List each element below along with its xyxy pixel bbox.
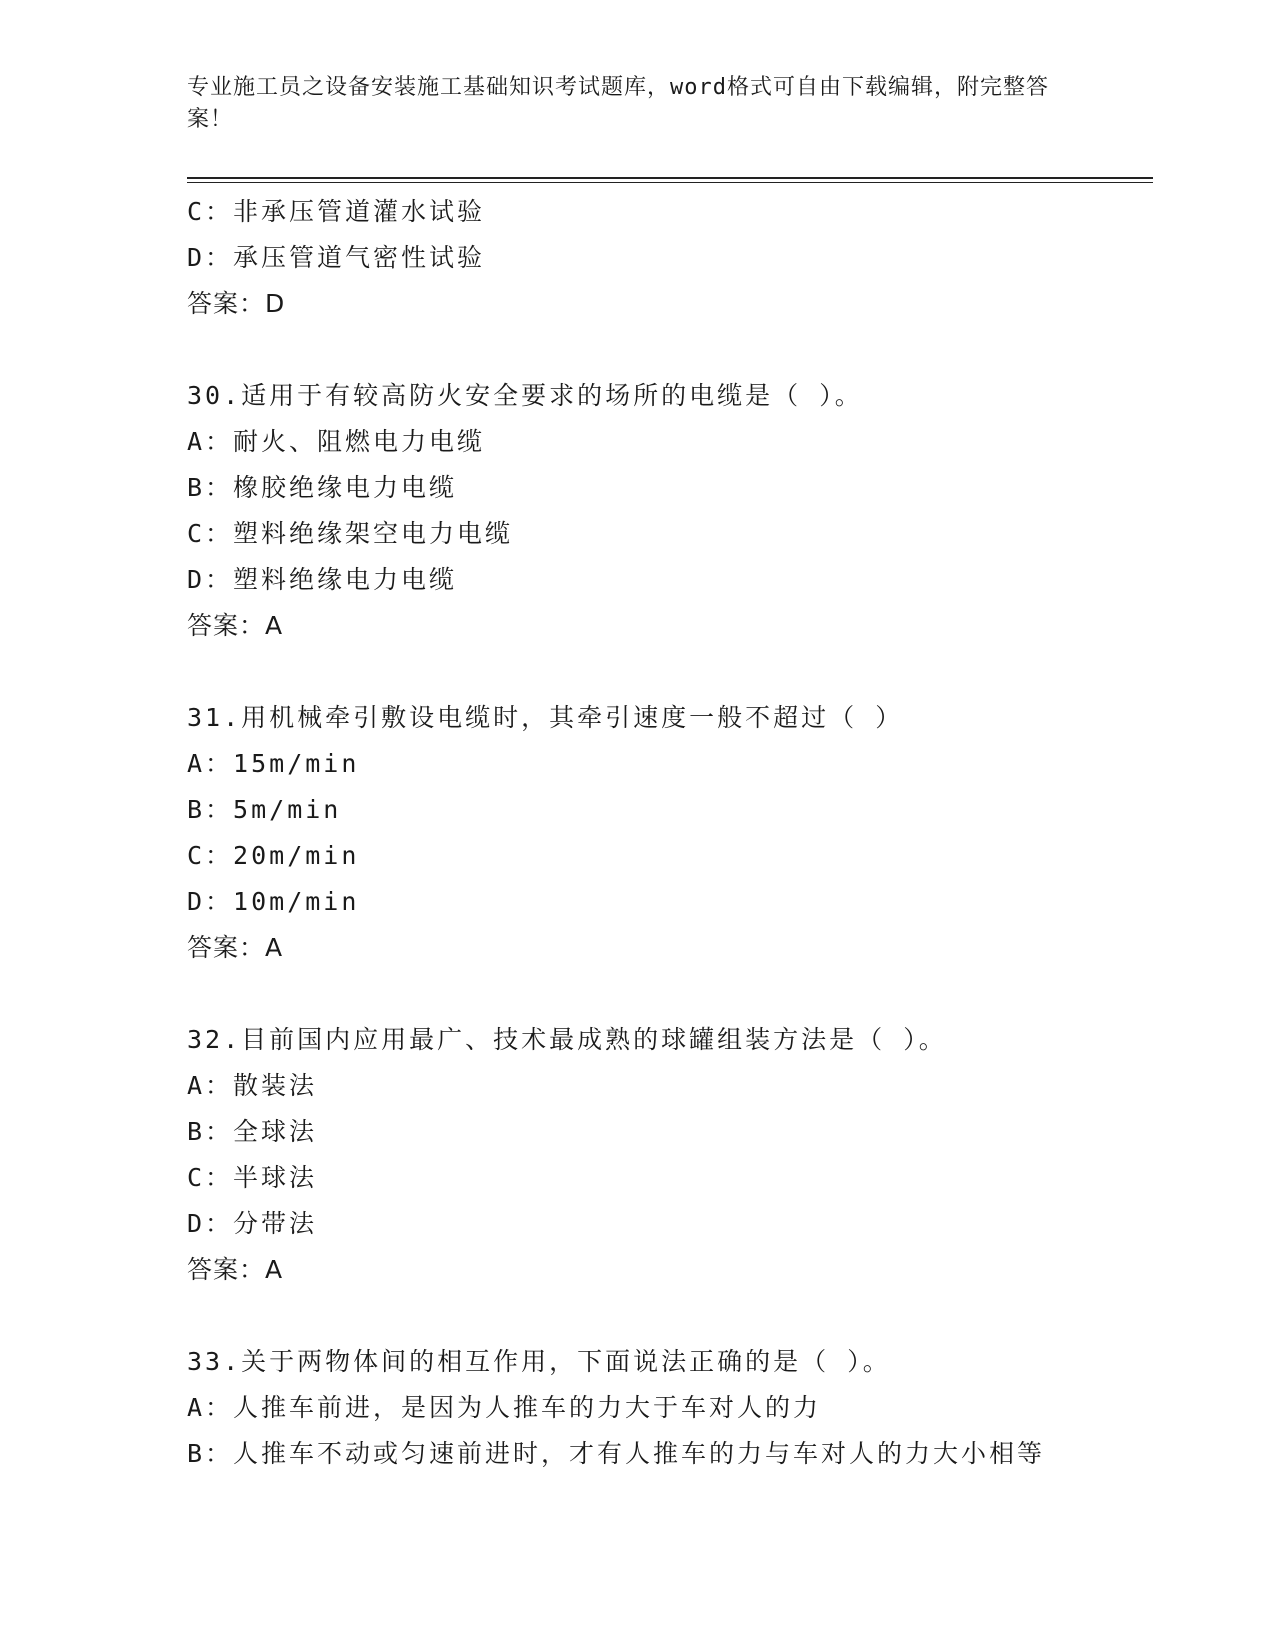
option-b: B：全球法 bbox=[187, 1117, 318, 1146]
question-block-33 bbox=[187, 1339, 1153, 1477]
option-d: D：10m/min bbox=[187, 887, 360, 916]
question-text: 30.适用于有较高防火安全要求的场所的电缆是（ ）。 bbox=[187, 381, 863, 410]
option-a: A：散装法 bbox=[187, 1071, 318, 1100]
question-text: 33.关于两物体间的相互作用，下面说法正确的是（ ）。 bbox=[187, 1347, 891, 1376]
option-c: C：半球法 bbox=[187, 1163, 318, 1192]
option-c: C：20m/min bbox=[187, 841, 360, 870]
answer-line: 答案：A bbox=[187, 611, 284, 640]
answer-line: 答案：A bbox=[187, 1255, 284, 1284]
option-b: B：5m/min bbox=[187, 795, 342, 824]
option-a: A：人推车前进，是因为人推车的力大于车对人的力 bbox=[187, 1393, 822, 1422]
header-divider-thick bbox=[187, 177, 1153, 179]
question-block-32 bbox=[187, 1017, 1153, 1293]
question-block-29 bbox=[187, 189, 1153, 327]
option-c: C：非承压管道灌水试验 bbox=[187, 197, 486, 226]
question-text: 32.目前国内应用最广、技术最成熟的球罐组装方法是（ ）。 bbox=[187, 1025, 947, 1054]
option-a: A：耐火、阻燃电力电缆 bbox=[187, 427, 486, 456]
answer-line: 答案：D bbox=[187, 289, 286, 318]
option-a: A：15m/min bbox=[187, 749, 360, 778]
option-d: D：承压管道气密性试验 bbox=[187, 243, 486, 272]
option-c: C：塑料绝缘架空电力电缆 bbox=[187, 519, 514, 548]
question-text: 31.用机械牵引敷设电缆时，其牵引速度一般不超过（ ） bbox=[187, 703, 904, 732]
question-list bbox=[187, 189, 1153, 1477]
header-divider-thin bbox=[187, 182, 1153, 183]
question-block-30 bbox=[187, 373, 1153, 649]
answer-line: 答案：A bbox=[187, 933, 284, 962]
question-block-31 bbox=[187, 695, 1153, 971]
option-d: D：分带法 bbox=[187, 1209, 318, 1238]
option-b: B：人推车不动或匀速前进时，才有人推车的力与车对人的力大小相等 bbox=[187, 1439, 1046, 1468]
option-b: B：橡胶绝缘电力电缆 bbox=[187, 473, 458, 502]
option-d: D：塑料绝缘电力电缆 bbox=[187, 565, 458, 594]
document-header: 专业施工员之设备安装施工基础知识考试题库，word格式可自由下载编辑，附完整答案！ bbox=[187, 75, 1049, 132]
